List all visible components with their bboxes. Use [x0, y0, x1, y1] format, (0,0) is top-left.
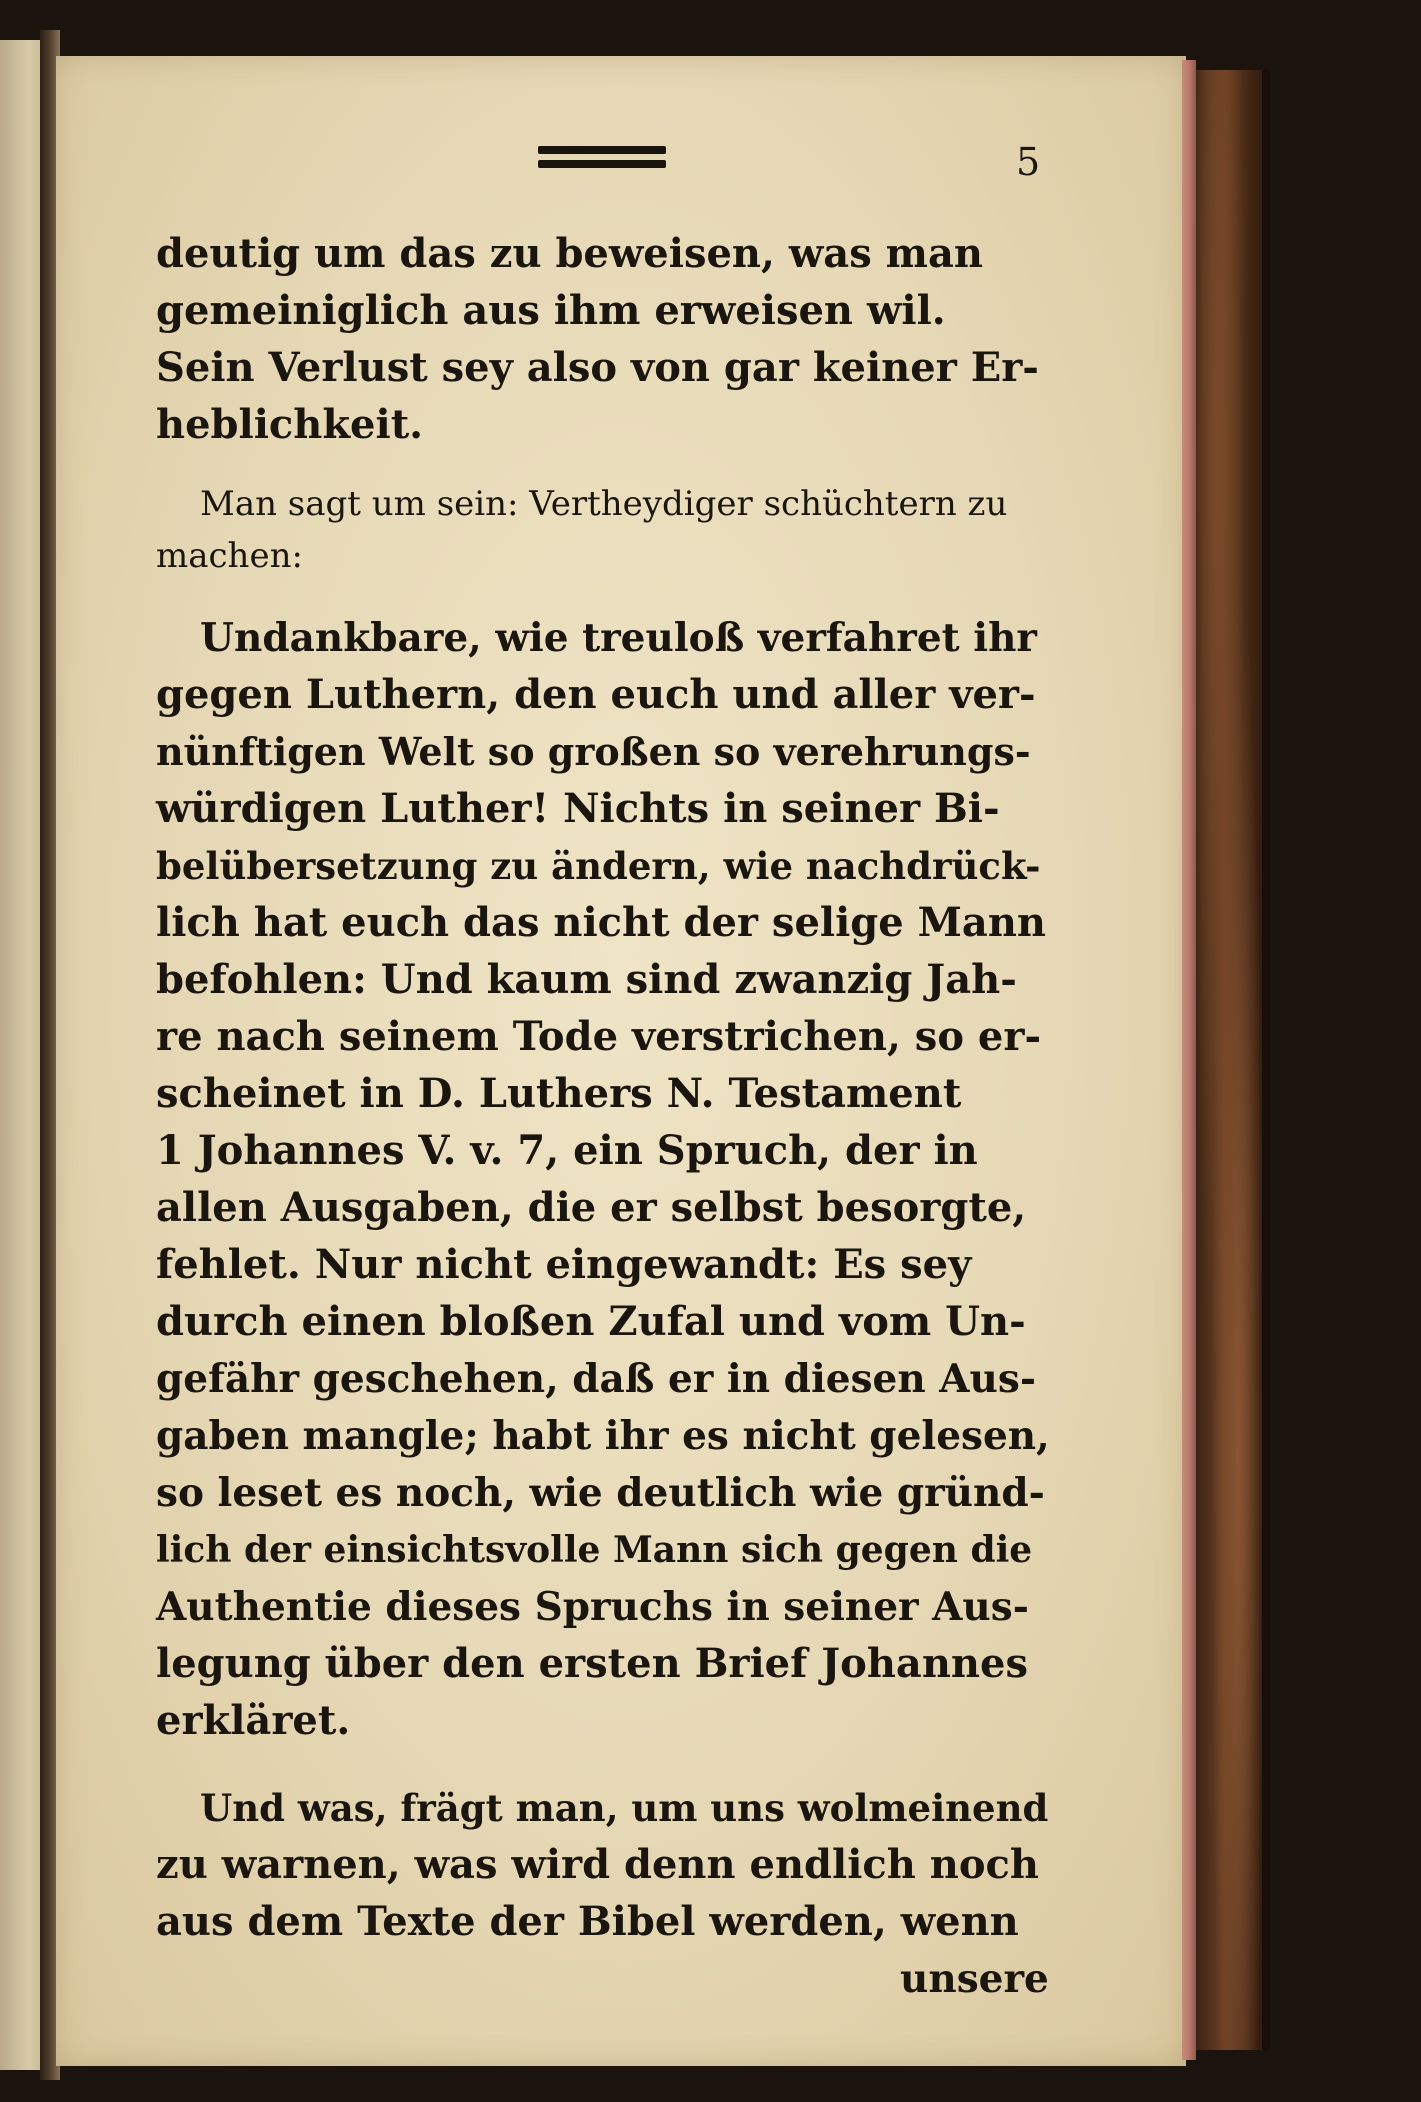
text-line: gaben mangle; habt ihr es nicht gelesen, — [156, 1413, 1050, 1459]
text-line: gegen Luthern, den euch und aller ver- — [156, 671, 1036, 718]
marbled-cover — [1196, 70, 1266, 2050]
text-line: zu warnen, was wird denn endlich noch — [156, 1841, 1039, 1888]
catchword: unsere — [900, 1956, 1049, 2002]
text-line: re nach seinem Tode verstrichen, so er- — [156, 1013, 1042, 1060]
header-rule-top — [538, 146, 666, 154]
text-line: deutig um das zu beweisen, was man — [156, 230, 983, 277]
text-line: allen Ausgaben, die er selbst besorgte, — [156, 1184, 1027, 1231]
page-block-edge — [1182, 60, 1196, 2060]
text-line: gemeiniglich aus ihm erweisen wil. — [156, 287, 946, 334]
text-line: Authentie dieses Spruchs in seiner Aus- — [156, 1584, 1029, 1630]
header-rule-ornament — [538, 146, 666, 168]
text-line: belübersetzung zu ändern, wie nachdrück- — [156, 844, 1041, 888]
text-line: machen: — [156, 536, 303, 576]
text-line: befohlen: Und kaum sind zwanzig Jah- — [156, 956, 1017, 1003]
text-line: Undankbare, wie treuloß verfahret ihr — [200, 615, 1037, 661]
text-line: durch einen bloßen Zufal und vom Un- — [156, 1298, 1026, 1345]
text-line: fehlet. Nur nicht eingewandt: Es sey — [156, 1241, 972, 1288]
header-rule-bottom — [538, 160, 666, 168]
text-line: Man sagt um sein: Vertheydiger schüchtern zu — [200, 484, 1008, 524]
cover-edge — [1262, 70, 1270, 2050]
text-line: scheinet in D. Luthers N. Testament — [156, 1070, 962, 1117]
text-line: Und was, frägt man, um uns wolmeinend — [200, 1786, 1049, 1830]
text-line: aus dem Texte der Bibel werden, wenn — [156, 1898, 1019, 1945]
text-line: nünftigen Welt so großen so verehrungs- — [156, 729, 1031, 774]
text-line: gefähr geschehen, daß er in diesen Aus- — [156, 1356, 1037, 1402]
text-line: so leset es noch, wie deutlich wie gründ- — [156, 1470, 1045, 1516]
text-line: lich hat euch das nicht der selige Mann — [156, 899, 1046, 946]
text-line: 1 Johannes V. v. 7, ein Spruch, der in — [156, 1127, 978, 1174]
text-line: erkläret. — [156, 1697, 351, 1744]
text-line: Sein Verlust sey also von gar keiner Er- — [156, 344, 1039, 391]
text-line: heblichkeit. — [156, 401, 424, 448]
page-number: 5 — [1016, 140, 1041, 184]
text-line: lich der einsichtsvolle Mann sich gegen die — [156, 1529, 1033, 1571]
text-line: legung über den ersten Brief Johannes — [156, 1640, 1028, 1687]
text-line: würdigen Luther! Nichts in seiner Bi- — [156, 785, 1000, 832]
